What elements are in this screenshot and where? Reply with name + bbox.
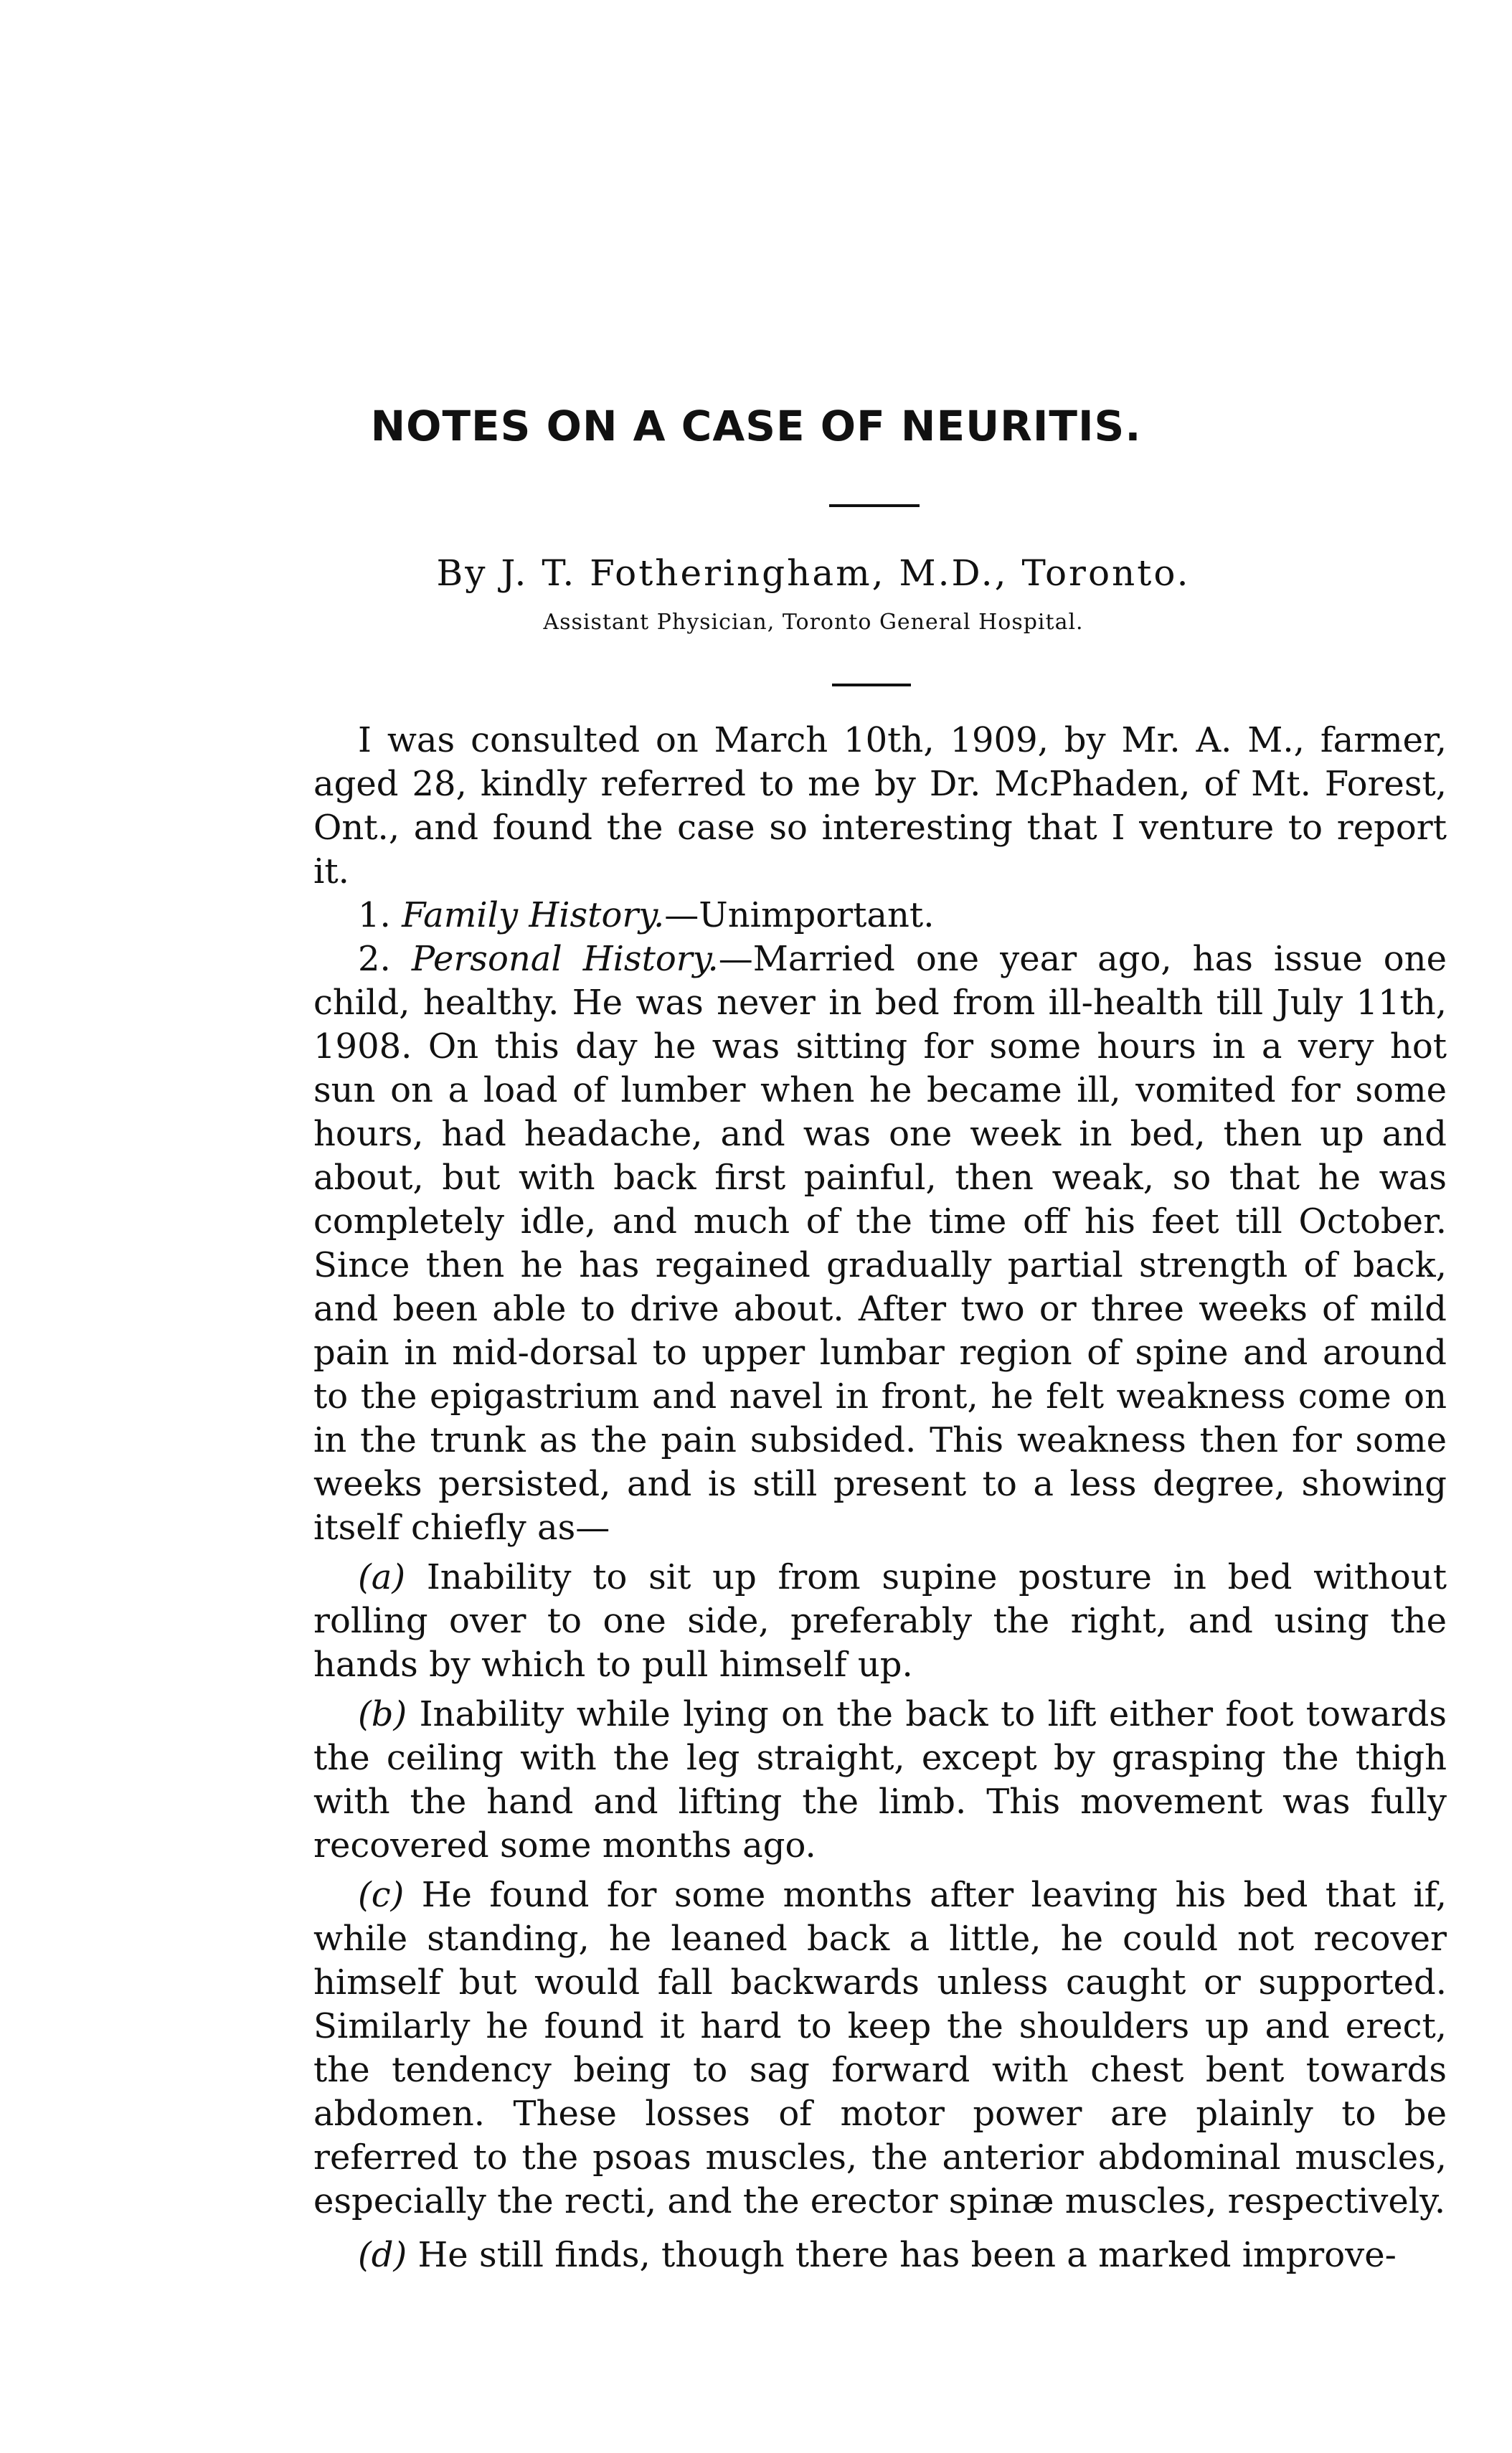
intro-paragraph: I was consulted on March 10th, 1909, by Mr. A. M., farmer, aged 28, kindly referred to me by Dr. McPhaden, of Mt. Forest, Ont., and found the case so interesting that I venture to report it. (313, 720, 1447, 892)
item-a-label: (a) (358, 1557, 406, 1597)
author-affiliation: Assistant Physician, Toronto General Hospital. (543, 610, 1084, 635)
item-a-paragraph (313, 1556, 1447, 1687)
title-divider (829, 504, 920, 507)
item-d-paragraph (313, 2234, 1447, 2277)
item-b-label: (b) (358, 1694, 407, 1734)
personal-history-number: 2. (358, 939, 391, 979)
personal-history-paragraph (313, 937, 1447, 1550)
item-c-paragraph (313, 1873, 1447, 2223)
personal-history-text: —Married one year ago, has issue one child, healthy. He was never in bed from ill-health till July 11th, 1908. On this day he was sitting for some hours in a very hot sun on a load of lumber when he became ill, vomited for some hours, had headache, and was one week in bed, then up and about, but with back first painful, then weak, so that he was completely idle, and much of the time off his feet till October. Since then he has regained gradually partial strength of back, and been able to drive about. After two or three weeks of mild pain in mid-dorsal to upper lumbar region of spine and around to the epigastrium and navel in front, he felt weakness come on in the trunk as the pain subsided. This weakness then for some weeks persisted, and is still present to a less degree, showing itself chiefly as— (313, 939, 1447, 1548)
family-history-label: Family History. (402, 895, 665, 935)
item-c-text: He found for some months after leaving his bed that if, while standing, he leaned back a little, he could not recover himself but would fall backwards unless caught or supported. Similarly he found it hard to keep the shoulders up and erect, the tendency being to sag forward with chest bent towards abdomen. These losses of motor power are plainly to be referred to the psoas muscles, the anterior abdominal muscles, especially the recti, and the erector spinæ muscles, respectively. (313, 1875, 1447, 2221)
item-d-text: He still finds, though there has been a marked improve- (407, 2235, 1397, 2275)
family-history-paragraph (313, 894, 1447, 937)
personal-history-label: Personal History. (411, 939, 719, 979)
author-byline: By J. T. Fotheringham, M.D., Toronto. (436, 552, 1191, 594)
article-title: NOTES ON A CASE OF NEURITIS. (370, 402, 1142, 450)
item-b-text: Inability while lying on the back to lift either foot towards the ceiling with the leg straight, except by grasping the thigh with the hand and lifting the limb. This movement was fully recovered some months ago. (313, 1694, 1447, 1866)
item-c-label: (c) (358, 1875, 405, 1915)
item-b-paragraph (313, 1693, 1447, 1868)
item-d-label: (d) (358, 2235, 407, 2275)
family-history-text: —Unimportant. (664, 895, 935, 935)
byline-divider (832, 684, 911, 686)
item-a-text: Inability to sit up from supine posture in bed without rolling over to one side, preferably the right, and using the hands by which to pull himself up. (313, 1557, 1447, 1685)
family-history-number: 1. (358, 895, 391, 935)
article-body (313, 719, 1447, 2277)
